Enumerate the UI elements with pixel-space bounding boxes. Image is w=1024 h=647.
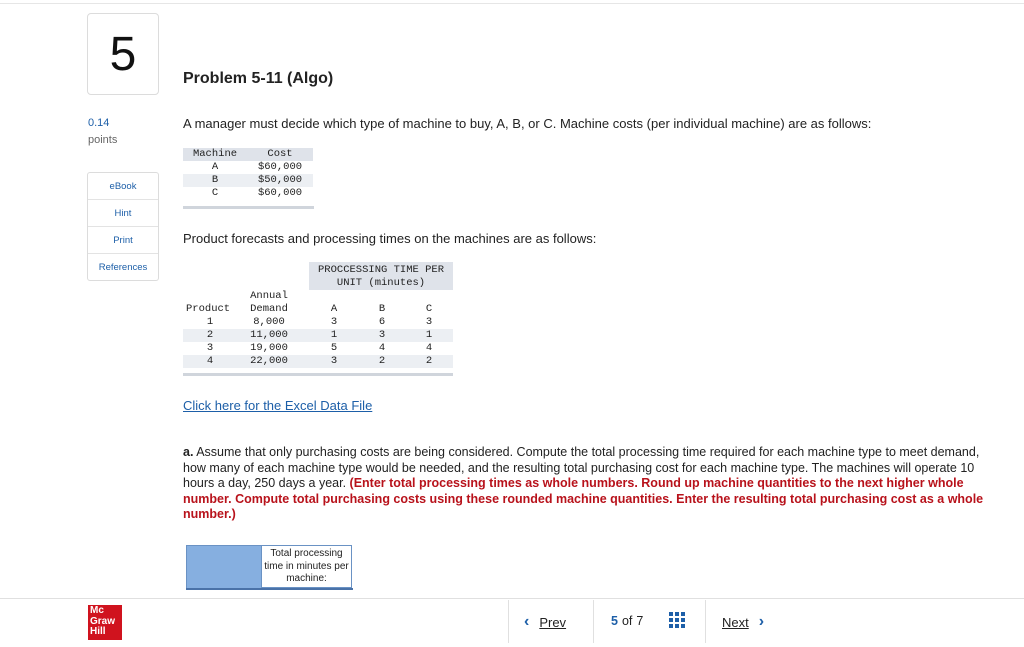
machine-c-label: C	[425, 303, 433, 315]
processing-header-line1: PROCCESSING TIME PER	[317, 264, 445, 276]
time-b-cell: 6	[378, 316, 386, 328]
cost-table-rule	[183, 206, 314, 209]
table-row	[183, 316, 453, 329]
cost-cell: $60,000	[257, 187, 303, 199]
intro-text: A manager must decide which type of machine to buy, A, B, or C. Machine costs (per individual machine) are as follows:	[183, 116, 872, 131]
table-row	[183, 342, 453, 355]
page-of: of	[621, 614, 633, 628]
time-b-cell: 3	[378, 329, 386, 341]
processing-table-rule	[183, 373, 453, 376]
product-cell: 4	[206, 355, 214, 367]
nav-separator	[705, 600, 706, 643]
cost-table-header	[183, 148, 313, 161]
answer-table-rule	[186, 588, 353, 590]
time-c-cell: 4	[425, 342, 433, 354]
current-page: 5	[611, 614, 618, 628]
page-indicator	[611, 614, 643, 628]
side-tools-panel	[87, 172, 159, 281]
machine-b-label: B	[378, 303, 386, 315]
machine-a-label: A	[330, 303, 338, 315]
question-number-box	[87, 13, 159, 95]
next-button[interactable]	[722, 613, 764, 631]
demand-cell: 22,000	[250, 355, 288, 367]
footer-divider	[0, 598, 1024, 599]
grid-icon[interactable]	[669, 612, 685, 628]
hint-button[interactable]: Hint	[88, 200, 158, 227]
product-cell: 3	[206, 342, 214, 354]
table-row	[183, 174, 313, 187]
time-a-cell: 3	[330, 355, 338, 367]
forecast-intro-text: Product forecasts and processing times on the machines are as follows:	[183, 231, 597, 246]
answer-table-corner	[186, 545, 263, 590]
answer-table-header: Total processing time in minutes per machine:	[261, 545, 352, 588]
time-a-cell: 3	[330, 316, 338, 328]
references-button[interactable]: References	[98, 261, 148, 273]
processing-header	[309, 264, 453, 290]
time-a-cell: 5	[330, 342, 338, 354]
chevron-left-icon: ‹	[524, 613, 530, 630]
part-a-label: a.	[183, 445, 194, 459]
question-number: 5	[109, 27, 137, 81]
points-value: 0.14	[88, 117, 110, 129]
problem-title: Problem 5-11 (Algo)	[183, 70, 334, 87]
next-label: Next	[722, 614, 749, 630]
annual-label: Annual	[250, 290, 288, 302]
product-cell: 2	[206, 329, 214, 341]
machine-cell: B	[183, 174, 247, 187]
cost-header-cost: Cost	[247, 148, 313, 161]
logo-line: Hill	[90, 626, 106, 637]
excel-data-file-link[interactable]: Click here for the Excel Data File	[183, 398, 373, 413]
demand-cell: 11,000	[250, 329, 288, 341]
time-c-cell: 3	[425, 316, 433, 328]
total-pages: 7	[636, 614, 644, 628]
time-b-cell: 2	[378, 355, 386, 367]
cost-cell: $60,000	[257, 161, 303, 173]
demand-label: Demand	[250, 303, 288, 315]
demand-cell: 8,000	[253, 316, 285, 328]
table-row	[183, 329, 453, 342]
points-label: points	[88, 134, 118, 146]
mcgraw-hill-logo	[88, 605, 122, 640]
nav-separator	[508, 600, 509, 643]
logo-line: Mc	[90, 605, 104, 616]
time-c-cell: 2	[425, 355, 433, 367]
time-a-cell: 1	[330, 329, 338, 341]
prev-button[interactable]	[524, 613, 566, 631]
machine-cell: A	[211, 161, 219, 173]
chevron-right-icon: ›	[758, 613, 765, 630]
machine-cell: C	[211, 187, 219, 199]
processing-header-line2: UNIT (minutes)	[336, 277, 426, 289]
cost-cell: $50,000	[247, 174, 313, 187]
machine-cost-table	[183, 148, 313, 200]
ebook-button[interactable]: eBook	[88, 173, 158, 200]
time-b-cell: 4	[378, 342, 386, 354]
demand-cell: 19,000	[250, 342, 288, 354]
cost-header-machine: Machine	[183, 148, 247, 161]
prev-label: Prev	[539, 614, 567, 630]
print-button[interactable]: Print	[88, 227, 158, 254]
part-a-instructions: (Enter total processing times as whole numbers. Round up machine quantities to the next higher whole number. Compute total purchasing costs using these rounded machine quantities. Enter the resulting total purchasing cost as a whole number.)	[183, 476, 984, 521]
table-row	[183, 187, 313, 200]
nav-separator	[593, 600, 594, 643]
table-row	[183, 355, 453, 368]
top-divider	[0, 3, 1024, 4]
time-c-cell: 1	[425, 329, 433, 341]
part-a-question	[183, 445, 995, 523]
part-a-text: Assume that only purchasing costs are being considered. Compute the total processing time required for each machine type to meet demand, how many of each machine type would be needed, and the resulting total purchasing cost for each machine type. The machines will operate 10 hours a day, 250 days a year.	[183, 445, 980, 490]
logo-line: Graw	[90, 615, 116, 627]
table-row	[183, 161, 313, 174]
product-cell: 1	[206, 316, 214, 328]
product-label: Product	[186, 303, 231, 315]
